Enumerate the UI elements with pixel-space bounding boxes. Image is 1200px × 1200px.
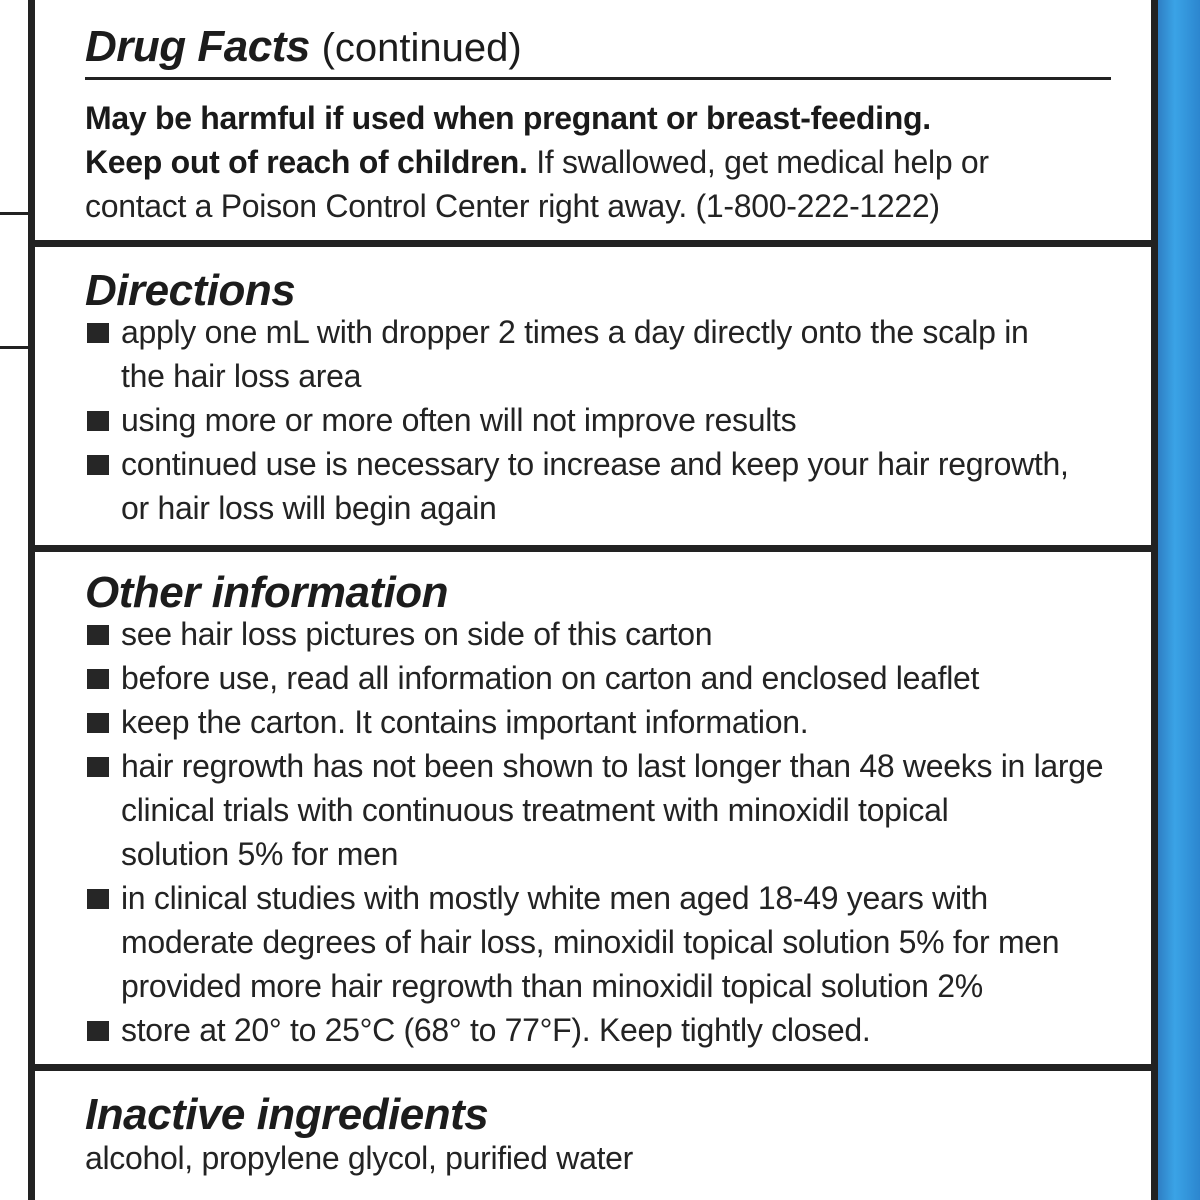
other-information-heading: Other information: [85, 568, 449, 617]
bullet-square-icon: [87, 455, 109, 475]
list-item: [85, 876, 1151, 1008]
section-divider: [35, 545, 1151, 552]
keep-out-text-2: contact a Poison Control Center right away. (1-800-222-1222): [85, 188, 940, 224]
list-item: [85, 310, 1151, 398]
section-divider: [35, 1064, 1151, 1071]
list-item-text: store at 20° to 25°C (68° to 77°F). Keep tightly closed.: [121, 1012, 871, 1048]
list-item-text: hair regrowth has not been shown to last longer than 48 weeks in large: [121, 748, 1104, 784]
directions-section: [35, 266, 1151, 530]
bullet-square-icon: [87, 411, 109, 431]
drug-facts-title: [85, 22, 1151, 73]
directions-list: [85, 310, 1151, 530]
bullet-square-icon: [87, 323, 109, 343]
bullet-square-icon: [87, 757, 109, 777]
list-item: [85, 700, 1151, 744]
list-item-text: before use, read all information on carton and enclosed leaflet: [121, 660, 980, 696]
inactive-ingredients-heading: Inactive ingredients: [85, 1090, 489, 1139]
section-divider: [35, 240, 1151, 247]
keep-out-warning: [85, 140, 1151, 184]
list-item-text: clinical trials with continuous treatment with minoxidil topical: [121, 792, 949, 828]
bullet-square-icon: [87, 625, 109, 645]
drug-facts-header-section: [35, 22, 1151, 73]
left-panel-rule: [0, 212, 30, 215]
inactive-ingredients-text: alcohol, propylene glycol, purified water: [85, 1140, 634, 1176]
list-item-text: moderate degrees of hair loss, minoxidil topical solution 5% for men: [121, 924, 1060, 960]
drug-facts-title-text: Drug Facts: [85, 22, 310, 71]
list-item-text: apply one mL with dropper 2 times a day directly onto the scalp in: [121, 314, 1029, 350]
inactive-ingredients-section: [35, 1090, 1151, 1180]
list-item-text: continued use is necessary to increase and keep your hair regrowth,: [121, 446, 1069, 482]
drug-facts-title-suffix: (continued): [321, 26, 522, 70]
directions-heading: Directions: [85, 266, 296, 315]
other-information-list: [85, 612, 1151, 1052]
list-item-text: the hair loss area: [121, 358, 362, 394]
bullet-square-icon: [87, 713, 109, 733]
list-item: [85, 656, 1151, 700]
warnings-section: [35, 96, 1151, 228]
list-item: [85, 612, 1151, 656]
title-underline: [85, 77, 1111, 80]
list-item-text: using more or more often will not improve results: [121, 402, 797, 438]
carton-blue-edge: [1158, 0, 1200, 1200]
list-item-text: provided more hair regrowth than minoxidil topical solution 2%: [121, 968, 983, 1004]
keep-out-bold-text: Keep out of reach of children.: [85, 144, 528, 180]
list-item: [85, 744, 1151, 876]
list-item: [85, 1008, 1151, 1052]
pregnancy-warning: [85, 96, 1151, 140]
left-panel-rule: [0, 346, 30, 349]
list-item-text: solution 5% for men: [121, 836, 399, 872]
other-information-section: [35, 568, 1151, 1052]
list-item-text: in clinical studies with mostly white men aged 18-49 years with: [121, 880, 988, 916]
keep-out-text-1: If swallowed, get medical help or: [527, 144, 989, 180]
bullet-square-icon: [87, 889, 109, 909]
list-item-text: keep the carton. It contains important information.: [121, 704, 809, 740]
bullet-square-icon: [87, 669, 109, 689]
list-item-text: see hair loss pictures on side of this carton: [121, 616, 713, 652]
bullet-square-icon: [87, 1021, 109, 1041]
list-item: [85, 442, 1151, 530]
drug-facts-panel: [28, 0, 1158, 1200]
list-item-text: or hair loss will begin again: [121, 490, 497, 526]
list-item: [85, 398, 1151, 442]
pregnancy-warning-text: May be harmful if used when pregnant or breast-feeding.: [85, 100, 931, 136]
